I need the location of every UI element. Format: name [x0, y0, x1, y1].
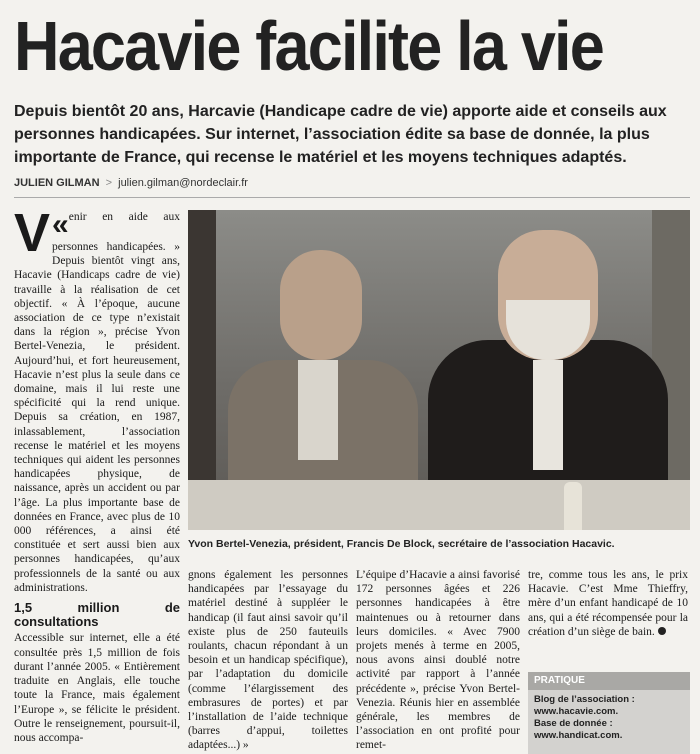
paragraph	[528, 568, 688, 639]
practical-info-box	[528, 672, 690, 754]
photo-caption: Yvon Bertel-Venezia, président, Francis De Block, secrétaire de l’association Hacavic.	[188, 538, 615, 550]
blog-label: Blog de l’association :	[534, 694, 635, 705]
photo-person-left-shirt	[298, 360, 338, 460]
article-column-3	[356, 568, 520, 753]
byline	[14, 177, 690, 189]
article-column-2	[188, 568, 348, 753]
photo-table	[188, 480, 690, 530]
paragraph: gnons également les personnes handicapées par l’essayage du matériel destiné à suppléer le handicap (il faut ainsi savoir qu’il existe plus de 250 fauteuils roulants, chacun répondant à un besoin et un handicap spécifique), par l’adaptation du domicile (comme l’élargissement des embrasures de portes) et par l’installation de l’aide technique (barres d’appui, toilettes adaptées...) »	[188, 569, 348, 752]
photo-bottle	[564, 482, 582, 530]
dropcap: V	[14, 203, 51, 263]
divider	[14, 197, 690, 198]
paragraph: Accessible sur internet, elle a été consultée près 1,5 million de fois durant l’année 2005. « Entièrement traduite en Anglais, elle touche toute la France, mais également l’Europe », se félicite le président. Outre le renseignement, poursuit-il, nous accompa-	[14, 632, 180, 744]
byline-separator: >	[105, 177, 113, 189]
article-column-1	[14, 203, 180, 745]
headline: Hacavie facilite la vie	[14, 7, 604, 85]
photo-person-right-shirt	[533, 360, 563, 470]
blog-url[interactable]: www.hacavie.com.	[534, 706, 619, 717]
paragraph	[14, 203, 180, 595]
paragraph-text: tre, comme tous les ans, le prix Hacavie. C’est Mme Thieffry, mère d’un enfant handicapé de 10 ans, qui a été récompensée pour la création d’un siège de bain.	[528, 569, 688, 638]
photo-person-left-head	[280, 250, 362, 360]
lead-paragraph: Depuis bientôt 20 ans, Harcavie (Handicape cadre de vie) apporte aide et conseils aux personnes handicapées. Sur internet, l’association édite sa base de donnée, la plus importante de France, qui recense le matériel et les moyens techniques adaptés.	[14, 103, 667, 166]
paragraph: L’équipe d’Hacavie a ainsi favorisé 172 personnes âgées et 226 personnes handicapées à être maintenues ou à retourner dans leurs domiciles. « Avec 7900 projets menés à terme en 2005, nous avons ainsi doublé notre activité par rapport à l’année précédente », précise Yvon Bertel-Venezia. Réunis hier en assemblée générale, les membres de l’association en ont profité pour remet-	[356, 569, 520, 752]
database-label: Base de donnée :	[534, 718, 613, 729]
subheading: 1,5 million de consultations	[14, 600, 180, 630]
quote-mark: «	[52, 208, 69, 241]
paragraph-text: enir en aide aux personnes handicapées. » Depuis bientôt vingt ans, Hacavie (Handicaps cadre de vie) travaille à la réalisation de cet objectif. « À l’époque, aucune association de ce type n’existait dans la région », précise Yvon Bertel-Venezia, le président. Aujourd’hui, et fort heureusement, Hacavie n’est plus la seule dans ce domaine, mais il lui reste une spécificité qui la rend unique. Depuis sa création, en 1987, inlassablement, l’association recense le matériel et les moyens techniques qui aident les personnes handicapées physique, de naissance, après un accident ou par l’âge. La plus importante base de données en France, avec plus de 10 000 références, a ainsi été constituée et sert aussi bien aux personnes handicapées, qu’aux professionnels de la santé ou aux administrations.	[14, 211, 180, 594]
article-photo	[188, 210, 690, 530]
end-mark-icon	[658, 627, 666, 635]
practical-title: PRATIQUE	[528, 672, 690, 690]
practical-body	[528, 690, 690, 746]
author-name: JULIEN GILMAN	[14, 177, 100, 189]
article-column-4	[528, 568, 688, 639]
author-email[interactable]: julien.gilman@nordeclair.fr	[118, 177, 248, 189]
database-url[interactable]: www.handicat.com.	[534, 730, 623, 741]
